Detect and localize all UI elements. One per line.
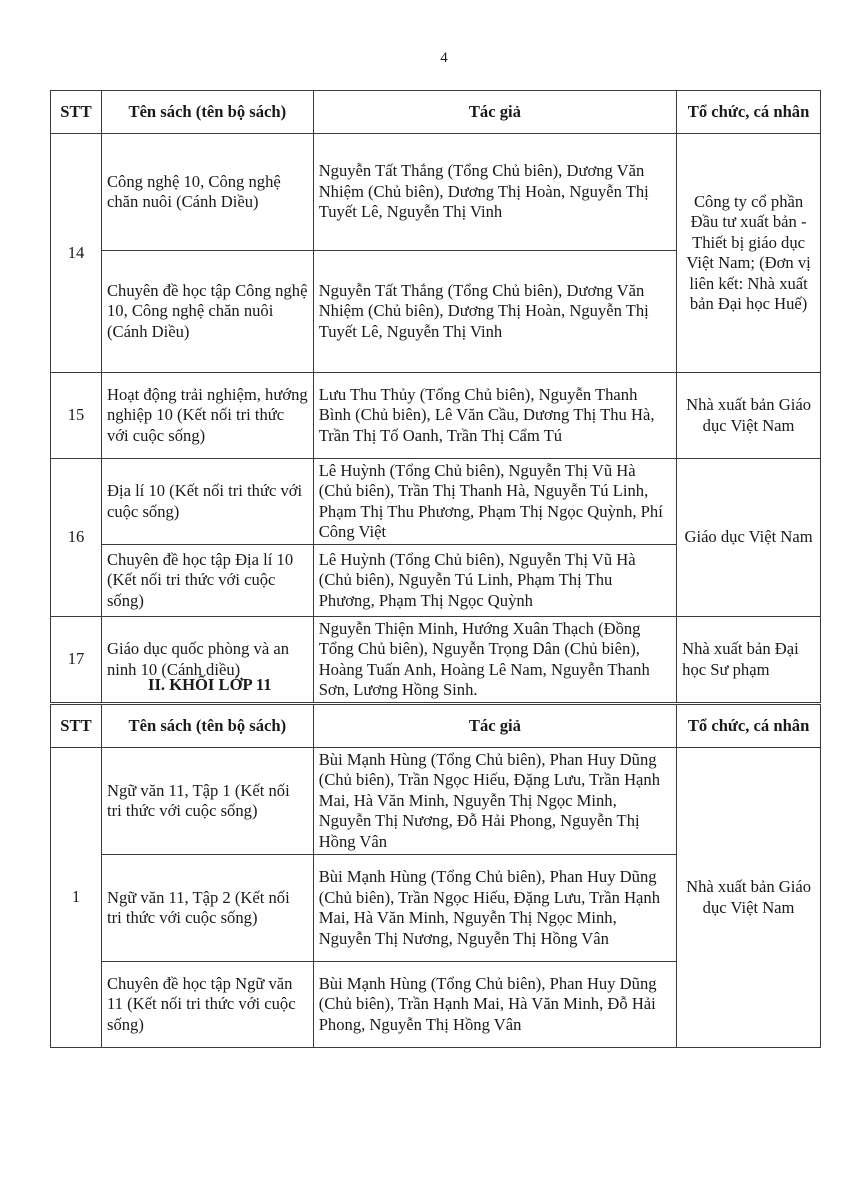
authors-cell: Bùi Mạnh Hùng (Tổng Chủ biên), Phan Huy Dũng (Chủ biên), Trần Hạnh Mai, Hà Văn Minh, Đỗ Hải Phong, Nguyễn Thị Hồng Vân xyxy=(313,962,676,1048)
authors-cell: Nguyễn Tất Thắng (Tổng Chủ biên), Dương Văn Nhiệm (Chủ biên), Dương Thị Hoàn, Nguyễn Thị Tuyết Lê, Nguyễn Thị Vinh xyxy=(313,134,676,251)
org-cell: Nhà xuất bản Giáo dục Việt Nam xyxy=(677,373,821,459)
header-authors: Tác giả xyxy=(313,91,676,134)
header-book: Tên sách (tên bộ sách) xyxy=(101,705,313,748)
org-cell: Nhà xuất bản Giáo dục Việt Nam xyxy=(677,748,821,1048)
authors-cell: Bùi Mạnh Hùng (Tổng Chủ biên), Phan Huy Dũng (Chủ biên), Trần Ngọc Hiếu, Đặng Lưu, Trần Hạnh Mai, Hà Văn Minh, Nguyễn Thị Ngọc Minh, Nguyễn Thị Nương, Nguyễn Thị Hồng Vân xyxy=(313,855,676,962)
authors-cell: Lê Huỳnh (Tổng Chủ biên), Nguyễn Thị Vũ Hà (Chủ biên), Trần Thị Thanh Hà, Nguyễn Tú Linh, Phạm Thị Thu Phương, Phạm Thị Ngọc Quỳnh, Phí Công Việt xyxy=(313,459,676,545)
authors-cell: Lê Huỳnh (Tổng Chủ biên), Nguyễn Thị Vũ Hà (Chủ biên), Nguyễn Tú Linh, Phạm Thị Thu Phương, Phạm Thị Ngọc Quỳnh xyxy=(313,545,676,617)
table-row xyxy=(51,748,821,855)
org-cell: Công ty cổ phần Đầu tư xuất bản - Thiết bị giáo dục Việt Nam; (Đơn vị liên kết: Nhà xuất bản Đại học Huế) xyxy=(677,134,821,373)
org-cell: Nhà xuất bản Đại học Sư phạm xyxy=(677,617,821,703)
book-cell: Địa lí 10 (Kết nối tri thức với cuộc sống) xyxy=(101,459,313,545)
authors-cell: Lưu Thu Thủy (Tổng Chủ biên), Nguyễn Thanh Bình (Chủ biên), Lê Văn Cầu, Dương Thị Thu Hà, Trần Thị Tố Oanh, Trần Thị Cẩm Tú xyxy=(313,373,676,459)
authors-cell: Nguyễn Thiện Minh, Hướng Xuân Thạch (Đồng Tổng Chủ biên), Nguyễn Trọng Dân (Chủ biên), Hoàng Tuấn Anh, Hoàng Lê Nam, Nguyễn Thanh Sơn, Lương Hồng Sinh. xyxy=(313,617,676,703)
stt-cell: 15 xyxy=(51,373,102,459)
stt-cell: 17 xyxy=(51,617,102,703)
grade-11-book-table xyxy=(50,704,821,1048)
book-cell: Chuyên đề học tập Công nghệ 10, Công nghệ chăn nuôi (Cánh Diều) xyxy=(101,251,313,373)
book-cell: Công nghệ 10, Công nghệ chăn nuôi (Cánh Diều) xyxy=(101,134,313,251)
table-row xyxy=(51,459,821,545)
header-book: Tên sách (tên bộ sách) xyxy=(101,91,313,134)
book-cell: Chuyên đề học tập Địa lí 10 (Kết nối tri thức với cuộc sống) xyxy=(101,545,313,617)
table-header-row xyxy=(51,91,821,134)
section-heading: II. KHỐI LỚP 11 xyxy=(148,675,272,694)
header-org: Tổ chức, cá nhân xyxy=(677,91,821,134)
table-header-row xyxy=(51,705,821,748)
authors-cell: Bùi Mạnh Hùng (Tổng Chủ biên), Phan Huy Dũng (Chủ biên), Trần Ngọc Hiếu, Đặng Lưu, Trần Hạnh Mai, Hà Văn Minh, Nguyễn Thị Ngọc Minh, Nguyễn Thị Nương, Đỗ Hải Phong, Nguyễn Thị Hồng Vân xyxy=(313,748,676,855)
authors-cell: Nguyễn Tất Thắng (Tổng Chủ biên), Dương Văn Nhiệm (Chủ biên), Dương Thị Hoàn, Nguyễn Thị Tuyết Lê, Nguyễn Thị Vinh xyxy=(313,251,676,373)
book-cell: Ngữ văn 11, Tập 2 (Kết nối tri thức với cuộc sống) xyxy=(101,855,313,962)
page-number: 4 xyxy=(440,50,448,66)
stt-cell: 1 xyxy=(51,748,102,1048)
header-stt: STT xyxy=(51,705,102,748)
header-org: Tổ chức, cá nhân xyxy=(677,705,821,748)
org-cell: Giáo dục Việt Nam xyxy=(677,459,821,617)
book-cell: Giáo dục quốc phòng và an ninh 10 (Cánh diều) xyxy=(101,617,313,703)
stt-cell: 14 xyxy=(51,134,102,373)
book-cell: Hoạt động trải nghiệm, hướng nghiệp 10 (Kết nối tri thức với cuộc sống) xyxy=(101,373,313,459)
book-cell: Chuyên đề học tập Ngữ văn 11 (Kết nối tri thức với cuộc sống) xyxy=(101,962,313,1048)
grade-10-book-table xyxy=(50,90,821,703)
table-row xyxy=(51,134,821,251)
table-row xyxy=(51,373,821,459)
stt-cell: 16 xyxy=(51,459,102,617)
book-cell: Ngữ văn 11, Tập 1 (Kết nối tri thức với cuộc sống) xyxy=(101,748,313,855)
header-authors: Tác giả xyxy=(313,705,676,748)
header-stt: STT xyxy=(51,91,102,134)
